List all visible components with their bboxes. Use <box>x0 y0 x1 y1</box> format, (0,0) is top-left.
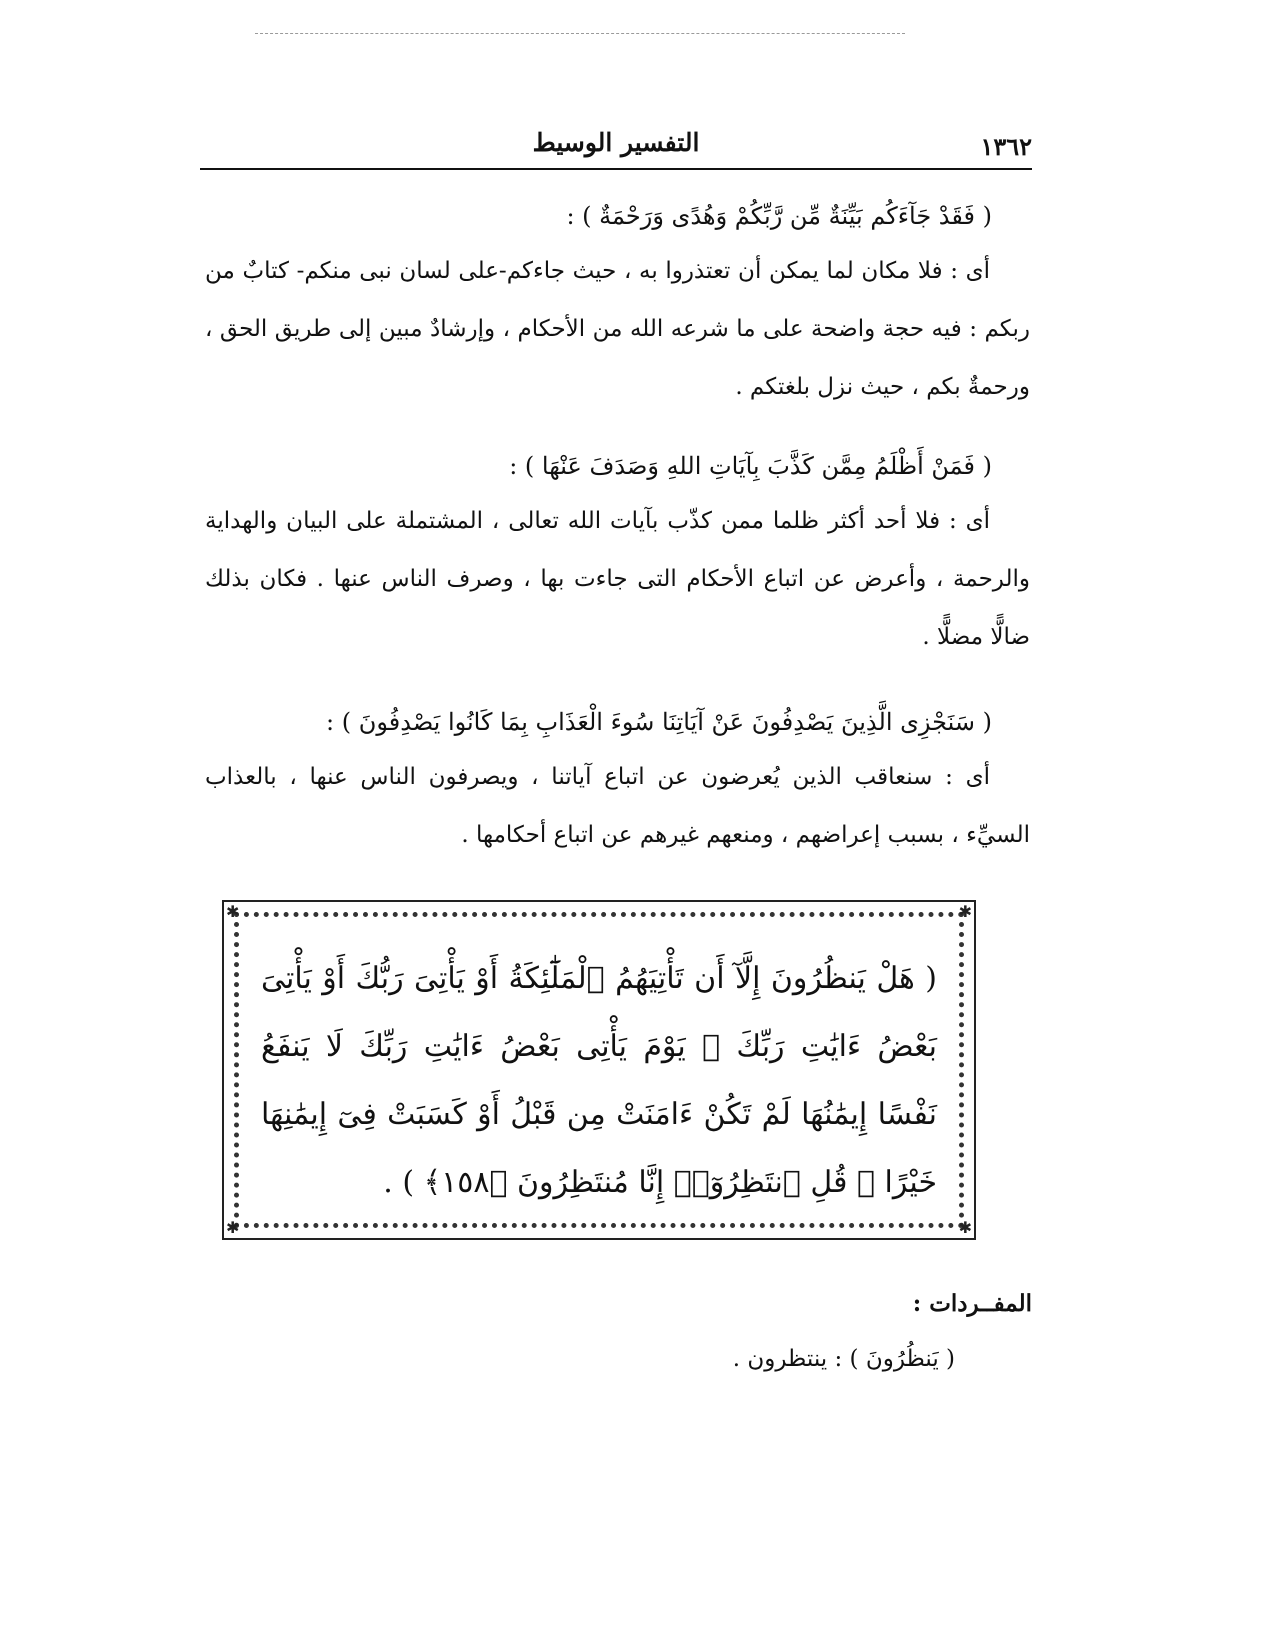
explanation-1: أى : فلا مكان لما يمكن أن تعتذروا به ، حيث جاءكم-على لسان نبى منكم- كتابٌ من ربكم : فيه حجة واضحة على ما شرعه الله من الأحكام ، وإرشادٌ مبين إلى طريق الحق ، ورحمةٌ بكم ، حيث نزل بلغتكم . <box>205 258 1030 400</box>
corner-ornament-icon: ✱ <box>958 1218 972 1237</box>
quran-verse-text: ( هَلْ يَنظُرُونَ إِلَّآ أَن تَأْتِيَهُمُ ٱلْمَلَٰٓئِكَةُ أَوْ يَأْتِىَ رَبُّكَ أَوْ يَأْتِىَ بَعْضُ ءَايَٰتِ رَبِّكَ ۗ يَوْمَ يَأْتِى بَعْضُ ءَايَٰتِ رَبِّكَ لَا يَنفَعُ نَفْسًا إِيمَٰنُهَا لَمْ تَكُنْ ءَامَنَتْ مِن قَبْلُ أَوْ كَسَبَتْ فِىٓ إِيمَٰنِهَا خَيْرًا ۗ قُلِ ٱنتَظِرُوٓا۟ إِنَّا مُنتَظِرُونَ ﴿١٥٨﴾ ) . <box>261 961 937 1200</box>
scan-artifact-line <box>255 33 905 34</box>
page-header <box>200 128 1032 170</box>
commentary-body <box>205 190 1030 864</box>
explanation-3: أى : سنعاقب الذين يُعرضون عن اتباع آياتنا ، ويصرفون الناس عنها ، بالعذاب السيِّء ، بسبب إعراضهم ، ومنعهم غيرهم عن اتباع أحكامها . <box>205 764 1030 848</box>
vocabulary-heading: المفــردات : <box>912 1290 1032 1317</box>
corner-ornament-icon: ✱ <box>226 1218 240 1237</box>
page-number: ١٣٦٢ <box>980 132 1032 161</box>
vocabulary-entry: ( يَنظُرُونَ ) : ينتظرون . <box>732 1346 955 1372</box>
quran-verse-frame <box>222 900 976 1240</box>
verse-frame-border <box>226 902 972 1237</box>
ayah-segment-3: ( سَنَجْزِى الَّذِينَ يَصْدِفُونَ عَنْ آيَاتِنَا سُوءَ الْعَذَابِ بِمَا كَانُوا يَصْدِفُونَ ) : <box>326 708 992 736</box>
running-title: التفسير الوسيط <box>532 128 700 157</box>
ayah-segment-1: ( فَقَدْ جَآءَكُم بَيِّنَةٌ مِّن رَّبِّكُمْ وَهُدًى وَرَحْمَةٌ ) : <box>566 202 992 230</box>
explanation-2: أى : فلا أحد أكثر ظلما ممن كذّب بآيات الله تعالى ، المشتملة على البيان والهداية والرحمة ، وأعرض عن اتباع الأحكام التى جاءت بها ، وصرف الناس عنها . فكان بذلك ضالًّا مضلًّا . <box>205 508 1030 650</box>
corner-ornament-icon: ✱ <box>226 902 240 921</box>
spacer <box>205 666 1030 696</box>
ayah-segment-2: ( فَمَنْ أَظْلَمُ مِمَّن كَذَّبَ بِآيَاتِ اللهِ وَصَدَفَ عَنْهَا ) : <box>509 452 992 480</box>
corner-ornament-icon: ✱ <box>958 902 972 921</box>
spacer <box>205 416 1030 440</box>
